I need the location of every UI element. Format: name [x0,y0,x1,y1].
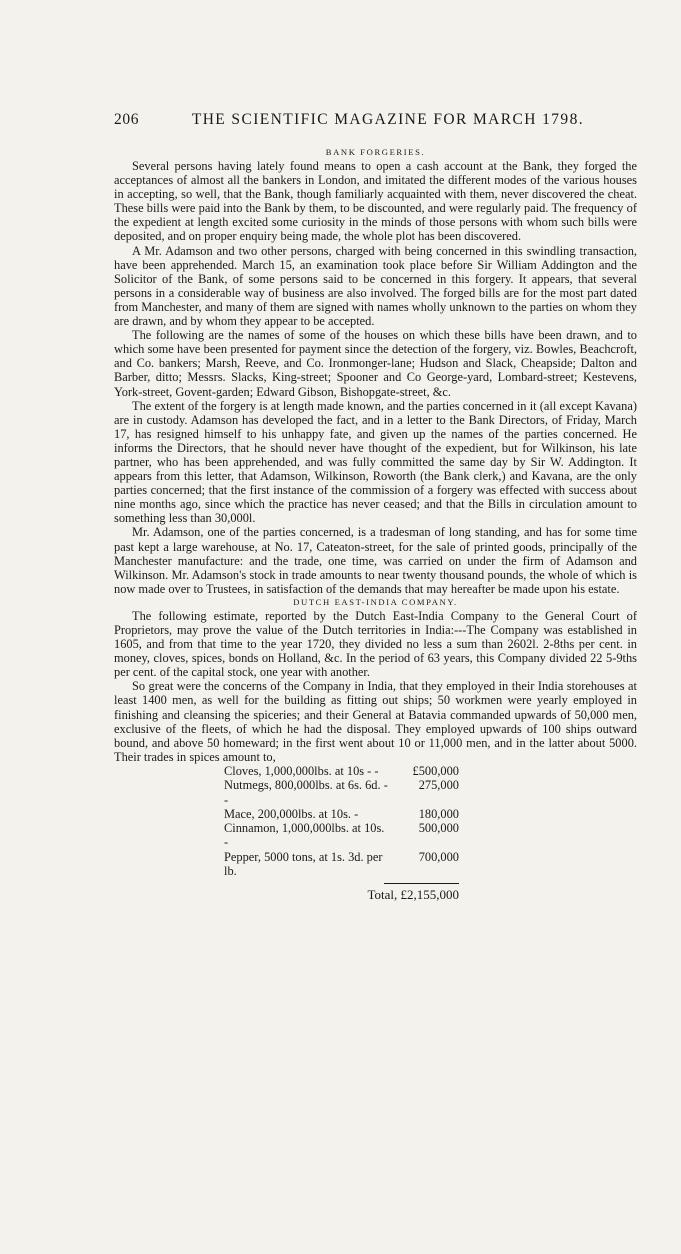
magazine-title: THE SCIENTIFIC MAGAZINE FOR MARCH 1798. [191,111,584,128]
running-header [114,111,584,129]
table-row [224,764,459,778]
paragraph: Several persons having lately found means to open a cash account at the Bank, they forged the acceptances of almost all the bankers in London, and imitated the different modes of the various houses in accepting, so well, that the Bank, though familiarly acquainted with them, never discovered the cheat. These bills were paid into the Bank by them, to be discounted, and were regularly paid. The frequency of the expedient at length excited some curiosity in the minds of those persons with whom such bills were deposited, and on proper enquiry being made, the whole plot has been discovered. [114,159,637,244]
table-row [224,821,459,850]
spice-label: Nutmegs, 800,000lbs. at 6s. 6d. - - [224,778,388,807]
total-label: Total, [367,887,398,903]
spice-amount: 700,000 [418,849,459,864]
section-heading-bank-forgeries: BANK FORGERIES. [325,147,426,157]
paragraph: The following estimate, reported by the Dutch East-India Company to the General Court of Proprietors, may prove the value of the Dutch territories in India:---The Company was established in 1605, and from that time to the year 1720, they divided no less a sum than 2602l. 2-8ths per cent. in money, cloves, spices, bonds on Holland, &c. In the period of 63 years, this Company divided 22 5-9ths per cent. of the capital stock, one year with another. [114,608,637,680]
section-heading-dutch-east-india: DUTCH EAST-INDIA COMPANY. [293,596,458,607]
spice-label: Pepper, 5000 tons, at 1s. 3d. per lb. [224,849,383,879]
paragraph: The extent of the forgery is at length made known, and the parties concerned in it (all except Kavana) are in custody. Adamson has developed the fact, and in a letter to the Bank Directors, of Friday, March 17, has resigned himself to his unhappy fate, and given up the names of the parties concerned. He informs the Directors, that he should never have thought of the expedient, but for Wilkinson, his late partner, who has been apprehended, and was fully committed the same day by Sir W. Addington. It appears from this letter, that Adamson, Wilkinson, Roworth (the Bank clerk,) and Kavana, are the only parties concerned; that the first instance of the commission of a forgery was effected with success about nine months ago, since which the practice has never ceased; and that the Bills in circulation amount to something less than 30,000l. [114,398,637,526]
spice-amount: £500,000 [412,763,459,778]
table-row [224,807,459,821]
paragraph: Mr. Adamson, one of the parties concerned, is a tradesman of long standing, and has for some time past kept a large warehouse, at No. 17, Cateaton-street, for the sale of printed goods, principally of the Manchester manufacture: and the trade, one time, was carried on under the firm of Adamson and Wilkinson. Mr. Adamson's stock in trade amounts to near twenty thousand pounds, the whole of which is now made over to Trustees, in satisfaction of the demands that may hereafter be made upon his estate. [114,525,637,596]
article-body [114,146,637,903]
total-row [224,888,459,902]
total-amount: £2,155,000 [400,887,459,903]
table-row [224,850,459,879]
page-number: 206 [114,111,140,128]
spice-label: Mace, 200,000lbs. at 10s. - [224,806,359,821]
sum-rule [384,883,459,884]
spice-label: Cinnamon, 1,000,000lbs. at 10s. - [224,821,385,850]
spice-amount: 275,000 [418,778,459,793]
spice-amount: 180,000 [418,806,459,821]
spice-amount: 500,000 [418,821,459,836]
table-row [224,778,459,807]
paragraph: The following are the names of some of the houses on which these bills have been drawn, and to which some have been presented for payment since the detection of the forgery, viz. Bowles, Beachcroft, and Co. bankers; Marsh, Reeve, and Co. Ironmonger-lane; Hudson and Slack, Cheapside; Dalton and Barber, ditto; Messrs. Slacks, King-street; Spooner and Co George-yard, Lombard-street; Kestevens, York-street, Govent-garden; Edward Gibson, Bishopgate-street, &c. [114,328,637,399]
spice-label: Cloves, 1,000,000lbs. at 10s - - [224,763,379,778]
spice-trade-table [224,764,459,903]
paragraph: A Mr. Adamson and two other persons, charged with being concerned in this swindling transaction, have been apprehended. March 15, an examination took place before Sir William Addington and the Solicitor of the Bank, of some persons said to be concerned in this forgery. It appears, that several persons in a considerable way of business are also involved. The forged bills are for the most part dated from Manchester, and many of them are signed with names wholly unknown to the parties on whom they are drawn, and by whom they appear to be accepted. [114,243,637,329]
paragraph: So great were the concerns of the Company in India, that they employed in their India storehouses at least 1400 men, as well for the building as fitting out ships; 50 workmen were yearly employed in finishing and cleansing the spiceries; and their General at Batavia commanded upwards of 50,000 men, exclusive of the fleets, of which he had the disposal. They employed upwards of 100 ships outward bound, and above 50 homeward; in the first went about 10 or 11,000 men, and in the latter about 5000. Their trades in spices amount to, [114,679,637,764]
